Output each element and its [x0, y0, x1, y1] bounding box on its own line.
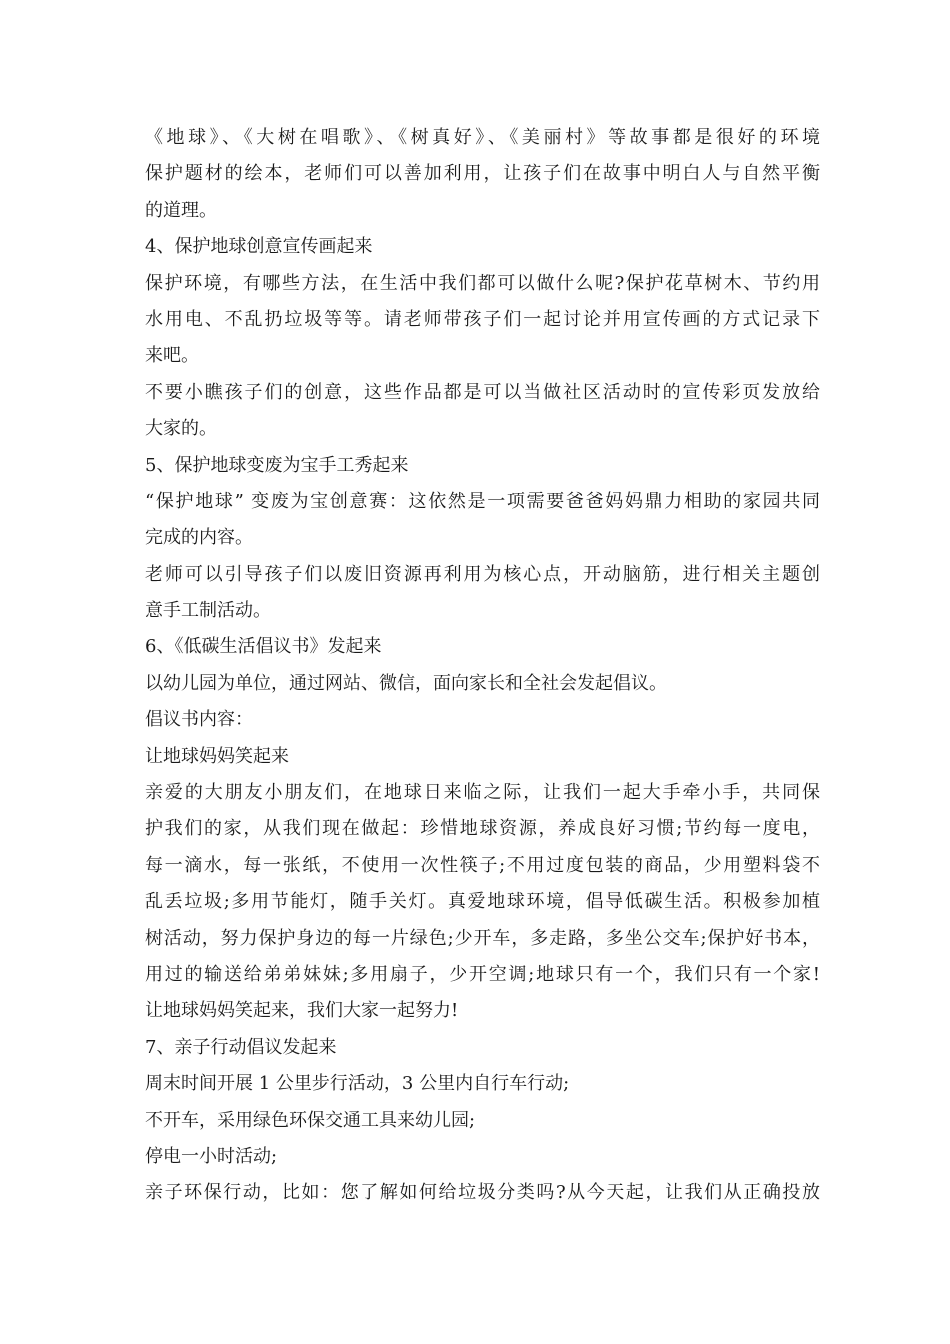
text-line: 不要小瞧孩子们的创意，这些作品都是可以当做社区活动时的宣传彩页发放给 — [145, 381, 820, 403]
text-line: 6、《低碳生活倡议书》发起来 — [145, 636, 382, 658]
text-line: 保护环境，有哪些方法，在生活中我们都可以做什么呢?保护花草树木、节约用 — [145, 272, 820, 294]
text-line: 7、亲子行动倡议发起来 — [145, 1036, 337, 1058]
text-line: 保护题材的绘本，老师们可以善加利用，让孩子们在故事中明白人与自然平衡 — [145, 163, 820, 185]
text-line: 树活动，努力保护身边的每一片绿色;少开车，多走路，多坐公交车;保护好书本， — [145, 927, 820, 949]
text-line: 亲爱的大朋友小朋友们，在地球日来临之际，让我们一起大手牵小手，共同保 — [145, 782, 820, 804]
text-line: “保护地球” 变废为宝创意赛：这依然是一项需要爸爸妈妈鼎力相助的家园共同 — [145, 490, 820, 512]
text-line: 倡议书内容： — [145, 709, 253, 731]
text-line: 让地球妈妈笑起来，我们大家一起努力! — [145, 1000, 459, 1022]
text-line: 《地球》、《大树在唱歌》、《树真好》、《美丽村》等故事都是很好的环境 — [145, 127, 820, 148]
text-line: 意手工制活动。 — [145, 600, 271, 622]
text-line: 乱丢垃圾;多用节能灯，随手关灯。真爱地球环境，倡导低碳生活。积极参加植 — [145, 891, 820, 913]
text-line: 4、保护地球创意宣传画起来 — [145, 236, 373, 258]
text-line: 大家的。 — [145, 418, 217, 440]
text-line: 不开车，采用绿色环保交通工具来幼儿园; — [145, 1109, 476, 1131]
text-line: 来吧。 — [145, 345, 199, 367]
text-line: 每一滴水，每一张纸，不使用一次性筷子;不用过度包装的商品，少用塑料袋不 — [145, 854, 820, 876]
text-line: 停电一小时活动; — [145, 1145, 278, 1167]
text-line: 完成的内容。 — [145, 527, 253, 549]
text-line: 用过的输送给弟弟妹妹;多用扇子，少开空调;地球只有一个，我们只有一个家! — [145, 963, 820, 985]
document-body — [145, 120, 820, 1212]
text-line: 让地球妈妈笑起来 — [145, 745, 289, 767]
text-line: 5、保护地球变废为宝手工秀起来 — [145, 454, 409, 476]
text-line: 周末时间开展 1 公里步行活动，3 公里内自行车行动; — [145, 1073, 570, 1095]
text-line: 亲子环保行动，比如：您了解如何给垃圾分类吗?从今天起，让我们从正确投放 — [145, 1182, 820, 1204]
text-line: 护我们的家，从我们现在做起：珍惜地球资源，养成良好习惯;节约每一度电， — [145, 818, 820, 840]
text-line: 的道理。 — [145, 199, 217, 221]
text-line: 以幼儿园为单位，通过网站、微信，面向家长和全社会发起倡议。 — [145, 672, 667, 694]
text-line: 水用电、不乱扔垃圾等等。请老师带孩子们一起讨论并用宣传画的方式记录下 — [145, 308, 820, 330]
text-line: 老师可以引导孩子们以废旧资源再利用为核心点，开动脑筋，进行相关主题创 — [145, 563, 820, 585]
